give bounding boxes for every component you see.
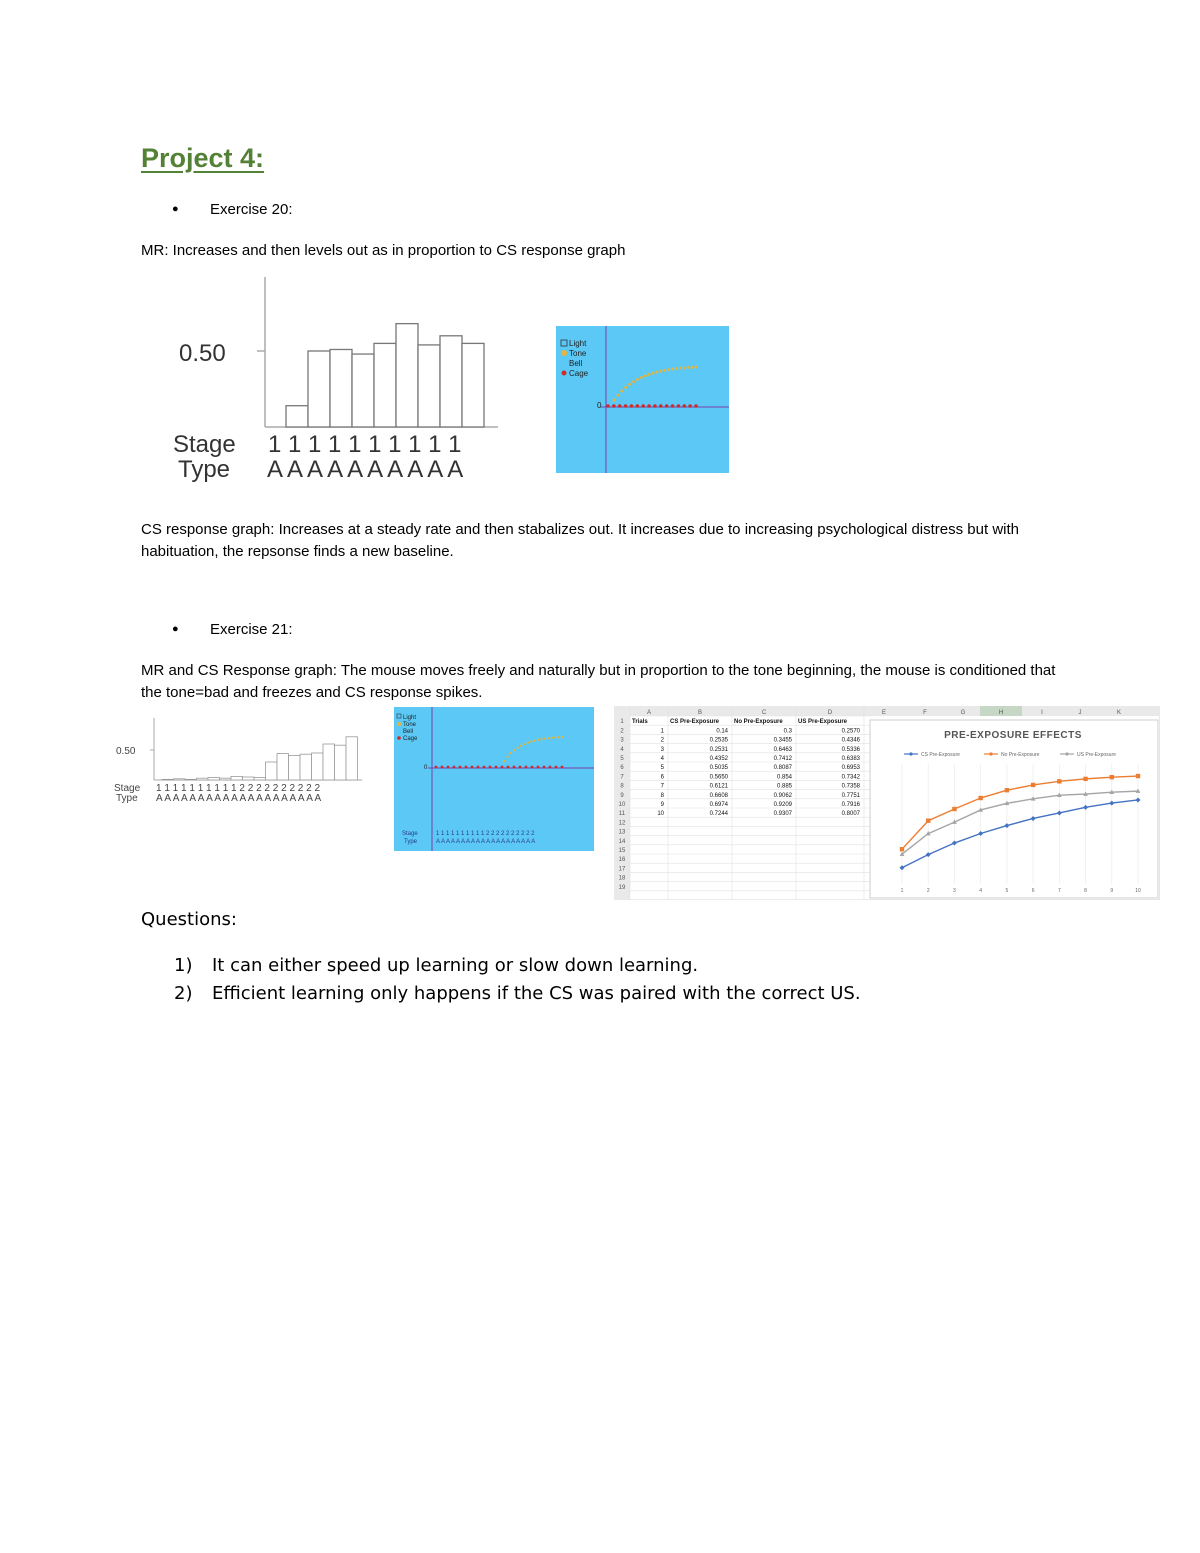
exercise-21-mr-chart (112, 716, 367, 806)
mr-bar (300, 754, 312, 780)
row-number: 1 (620, 719, 624, 726)
data-cell: 0.2531 (709, 746, 728, 753)
data-cell: 0.7916 (841, 802, 860, 808)
tone-point (537, 739, 539, 741)
tone-point (613, 399, 616, 402)
x-tick-label: 4 (979, 888, 983, 894)
exercise-21-label: Exercise 21: (210, 621, 293, 638)
exercise-21-cs-chart (394, 707, 594, 851)
data-cell: 0.7342 (841, 774, 860, 781)
tone-point (530, 740, 532, 742)
cage-point (624, 404, 628, 408)
mr-bar (254, 778, 266, 780)
embedded-chart-frame (870, 720, 1158, 898)
cage-point (612, 404, 616, 408)
header-cell: No Pre-Exposure (734, 719, 783, 726)
legend-cage-swatch (397, 736, 401, 740)
legend-bell: Bell (569, 359, 583, 368)
cage-point (561, 766, 564, 769)
mr-ytick-label: 0.50 (179, 340, 226, 367)
chart-title: PRE-EXPOSURE EFFECTS (944, 730, 1082, 741)
column-letter: D (827, 710, 833, 716)
mr-type-label: Type (116, 793, 138, 804)
mr-bar (374, 343, 396, 427)
tone-point (620, 390, 623, 393)
legend-cage-swatch (562, 371, 567, 376)
series-point (1031, 783, 1035, 787)
cage-point (537, 766, 540, 769)
data-cell: 1 (660, 728, 664, 735)
series-point (1083, 777, 1087, 781)
data-cell: 0.7412 (773, 756, 792, 762)
header-cell: CS Pre-Exposure (670, 719, 720, 726)
x-tick-label: 8 (1084, 888, 1087, 894)
mr-bars (286, 324, 484, 427)
cage-point (630, 404, 634, 408)
column-letter: J (1078, 710, 1082, 716)
cage-point (465, 766, 468, 769)
data-cell: 0.5336 (841, 746, 860, 753)
data-cell: 0.5650 (709, 774, 728, 781)
series-point (1110, 775, 1114, 779)
cage-point (435, 766, 438, 769)
legend-marker (989, 752, 992, 755)
legend-cage: Cage (569, 369, 589, 378)
data-cell: 0.4346 (841, 737, 860, 744)
data-cell: 0.6383 (841, 756, 860, 762)
mr-bar (286, 406, 308, 427)
row-number: 9 (620, 792, 624, 799)
cage-point (531, 766, 534, 769)
column-letter: C (761, 710, 767, 716)
row-number: 15 (618, 848, 626, 854)
cage-point (543, 766, 546, 769)
mr-bar (323, 744, 335, 780)
mr-bar (346, 737, 358, 780)
tone-point (523, 743, 525, 745)
tone-point (683, 366, 686, 369)
row-number: 7 (620, 774, 624, 781)
tone-point (671, 368, 674, 371)
data-cell: 0.7751 (841, 792, 860, 799)
cage-point (489, 766, 492, 769)
cage-point (483, 766, 486, 769)
mr-type-values: A A A A A A A A A A A A A A A A A A A A (156, 793, 322, 804)
exercise-20-bullet (172, 201, 293, 218)
mr-type-label: Type (178, 456, 231, 483)
tone-point (616, 394, 619, 397)
data-cell: 0.9209 (773, 802, 792, 808)
tone-point (663, 369, 666, 372)
row-number: 2 (620, 728, 624, 735)
row-number: 10 (618, 802, 626, 808)
cage-point (519, 766, 522, 769)
x-tick-label: 1 (900, 888, 904, 894)
row-number: 19 (618, 884, 626, 891)
data-cell: 0.6974 (709, 802, 728, 808)
exercise-21-text: MR and CS Response graph: The mouse moves freely and naturally but in proportion to the tone beginning, the mouse is conditioned that the tone=bad and freezes and CS response spikes. (141, 662, 1056, 701)
tone-point (534, 739, 536, 741)
data-cell: 0.6953 (841, 765, 860, 772)
tone-point (510, 752, 512, 754)
cage-point (659, 404, 663, 408)
mr-bar (266, 762, 278, 780)
x-tick-label: 2 (926, 888, 930, 894)
mr-type-values: A A A A A A A A A A (267, 456, 464, 483)
tone-point (506, 756, 508, 758)
data-cell: 6 (660, 774, 664, 781)
tone-point (513, 749, 515, 751)
bullet-icon: ● (172, 203, 179, 215)
cage-point (694, 404, 698, 408)
cage-point (647, 404, 651, 408)
mr-bar (396, 324, 418, 427)
cage-point (606, 404, 610, 408)
x-tick-label: 5 (1005, 888, 1009, 894)
cs-type-label: Type (404, 839, 418, 845)
mr-ytick-label: 0.50 (116, 746, 136, 757)
cage-point (477, 766, 480, 769)
mr-bar (352, 354, 374, 427)
cage-point (688, 404, 692, 408)
tone-point (527, 742, 529, 744)
cage-point (555, 766, 558, 769)
column-letter: B (697, 710, 703, 716)
tone-point (640, 376, 643, 379)
column-letter: G (960, 710, 966, 716)
mr-stage-label: Stage (114, 783, 141, 794)
data-cell: 0.6463 (773, 746, 792, 753)
row-number: 4 (620, 746, 624, 753)
question-item (174, 955, 698, 976)
cage-point (618, 404, 622, 408)
legend-light: Light (569, 339, 587, 348)
tone-point (652, 372, 655, 375)
cage-point (682, 404, 686, 408)
series-point (900, 847, 904, 851)
mr-bar (462, 343, 484, 427)
legend-light: Light (403, 715, 417, 721)
tone-point (544, 737, 546, 739)
legend-label: US Pre-Exposure (1077, 752, 1116, 758)
data-cell: 3 (660, 746, 664, 753)
data-cell: 7 (660, 783, 664, 790)
x-tick-label: 3 (953, 888, 956, 894)
tone-point (632, 380, 635, 383)
data-cell: 8 (660, 792, 664, 799)
tone-point (667, 368, 670, 371)
row-number: 11 (618, 811, 626, 818)
mr-bar (289, 755, 301, 780)
mr-bar (243, 777, 255, 780)
question-number: 2) (174, 983, 193, 1004)
cage-point (459, 766, 462, 769)
tone-point (624, 386, 627, 389)
exercise-20-mr-chart (160, 272, 505, 487)
cage-point (501, 766, 504, 769)
row-number: 18 (618, 875, 626, 882)
cage-point (665, 404, 669, 408)
column-letter: K (1116, 710, 1122, 716)
mr-bar (231, 776, 243, 780)
cs-type-values: A A A A A A A A A A A A A A A A A A A A (436, 839, 536, 845)
question-number: 1) (174, 955, 193, 976)
tone-point (695, 366, 698, 369)
questions-heading: Questions: (141, 909, 237, 930)
mr-bar (220, 778, 232, 780)
data-cell: 0.854 (776, 774, 792, 781)
tone-point (679, 367, 682, 370)
data-cell: 4 (660, 756, 664, 762)
row-number: 8 (620, 783, 624, 790)
mr-bar (162, 779, 174, 780)
data-cell: 2 (660, 737, 664, 744)
mr-stage-values: 1 1 1 1 1 1 1 1 1 1 2 2 2 2 2 2 2 2 2 2 (156, 783, 321, 794)
data-cell: 0.7244 (709, 811, 728, 818)
tone-point (656, 371, 659, 374)
series-point (952, 807, 956, 811)
tone-point (628, 383, 631, 386)
row-number: 3 (620, 737, 624, 744)
data-cell: 9 (660, 802, 664, 808)
legend-tone: Tone (403, 722, 417, 728)
row-number: 6 (620, 765, 624, 772)
column-letter: H (998, 710, 1004, 716)
cs-stage-label: Stage (402, 831, 418, 837)
data-cell: 0.3 (783, 728, 792, 735)
mr-bar (308, 351, 330, 427)
mr-bar (330, 349, 352, 427)
tone-point (503, 760, 505, 762)
cage-point (671, 404, 675, 408)
series-point (1057, 779, 1061, 783)
row-number: 16 (618, 857, 626, 864)
tone-point (551, 737, 553, 739)
row-number: 12 (618, 820, 626, 827)
mr-stage-label: Stage (173, 431, 236, 458)
cage-point (525, 766, 528, 769)
legend-cage: Cage (403, 736, 418, 742)
data-cell: 0.6608 (709, 792, 728, 799)
legend-tone: Tone (569, 349, 587, 358)
mr-bar (185, 779, 197, 780)
data-cell: 0.885 (776, 783, 792, 790)
mr-bar (174, 779, 186, 780)
data-cell: 0.6121 (709, 783, 728, 790)
data-cell: 0.2535 (709, 737, 728, 744)
mr-bars (162, 737, 358, 780)
tone-point (561, 736, 563, 738)
x-tick-label: 9 (1110, 888, 1114, 894)
legend-label: CS Pre-Exposure (921, 752, 960, 758)
data-cell: 0.9062 (773, 792, 792, 799)
cage-point (653, 404, 657, 408)
tone-point (659, 370, 662, 373)
tone-point (648, 373, 651, 376)
row-number: 5 (620, 756, 624, 762)
mr-stage-values: 1 1 1 1 1 1 1 1 1 1 (268, 431, 462, 458)
cage-point (677, 404, 681, 408)
bullet-icon: ● (172, 623, 179, 635)
cage-point (453, 766, 456, 769)
row-number: 14 (618, 838, 626, 845)
column-letter: A (646, 710, 652, 716)
cage-point (636, 404, 640, 408)
cs-zero-label: 0 (424, 765, 428, 771)
mr-bar (312, 753, 324, 780)
legend-marker (1065, 752, 1068, 755)
data-cell: 10 (657, 811, 664, 818)
legend-label: No Pre-Exposure (1001, 752, 1040, 758)
legend-tone-swatch (397, 722, 401, 726)
data-cell: 0.14 (716, 728, 728, 735)
x-tick-label: 6 (1031, 888, 1035, 894)
x-tick-label: 7 (1057, 888, 1061, 894)
tone-point (557, 736, 559, 738)
tone-point (636, 378, 639, 381)
row-number: 13 (618, 829, 626, 836)
cs-zero-label: 0 (597, 401, 602, 410)
legend-marker (909, 752, 912, 755)
cage-point (549, 766, 552, 769)
data-cell: 0.8007 (841, 811, 860, 818)
row-number: 17 (618, 866, 626, 873)
series-point (978, 796, 982, 800)
tone-point (520, 745, 522, 747)
header-cell: Trials (632, 719, 648, 726)
data-cell: 0.4352 (709, 756, 728, 762)
tone-point (644, 374, 647, 377)
mr-bar (418, 345, 440, 427)
series-point (1136, 774, 1140, 778)
cs-stage-values: 1 1 1 1 1 1 1 1 1 1 2 2 2 2 2 2 2 2 2 2 (436, 831, 535, 837)
mr-bar (208, 778, 220, 780)
column-letter: E (881, 710, 887, 716)
cage-point (513, 766, 516, 769)
data-cell: 0.2570 (841, 728, 860, 735)
exercise-20-mr-text: MR: Increases and then levels out as in proportion to CS response graph (141, 242, 626, 259)
tone-point (540, 738, 542, 740)
cage-point (507, 766, 510, 769)
data-cell: 0.9307 (773, 811, 792, 818)
exercise-21-bullet (172, 621, 293, 638)
tone-point (517, 747, 519, 749)
cage-point (641, 404, 645, 408)
column-letter: F (923, 710, 927, 716)
question-item (174, 983, 861, 1004)
exercise-20-label: Exercise 20: (210, 201, 293, 218)
question-text: It can either speed up learning or slow down learning. (212, 955, 699, 976)
data-cell: 5 (660, 765, 664, 772)
tone-point (691, 366, 694, 369)
cage-point (471, 766, 474, 769)
mr-bar (277, 754, 289, 780)
legend-bell: Bell (403, 729, 414, 735)
exercise-20-cs-chart (556, 326, 729, 473)
chart-legend (904, 752, 1116, 758)
header-cell: US Pre-Exposure (798, 719, 848, 726)
tone-point (547, 737, 549, 739)
mr-bar (197, 778, 209, 780)
data-cell: 0.7358 (841, 783, 860, 790)
exercise-20-cs-text: CS response graph: Increases at a steady rate and then stabalizes out. It increases due to increasing psychological distress but with habituation, the repsonse finds a new baseline. (141, 521, 1019, 560)
x-tick-label: 10 (1135, 888, 1141, 894)
mr-bar (335, 745, 347, 780)
cs-background (394, 707, 594, 851)
spreadsheet-screenshot (614, 706, 1160, 900)
data-cell: 0.8087 (773, 765, 792, 772)
cage-point (441, 766, 444, 769)
tone-point (675, 367, 678, 370)
question-text: Efficient learning only happens if the CS was paired with the correct US. (212, 983, 861, 1004)
page-title: Project 4: (141, 143, 265, 173)
column-letter: I (1041, 710, 1043, 716)
series-point (926, 819, 930, 823)
mr-bar (440, 336, 462, 427)
data-cell: 0.5035 (709, 765, 728, 772)
data-cell: 0.3455 (773, 737, 792, 744)
cage-point (495, 766, 498, 769)
legend-tone-swatch (561, 350, 567, 356)
cage-point (447, 766, 450, 769)
series-point (1005, 788, 1009, 792)
tone-point (687, 366, 690, 369)
tone-point (554, 736, 556, 738)
